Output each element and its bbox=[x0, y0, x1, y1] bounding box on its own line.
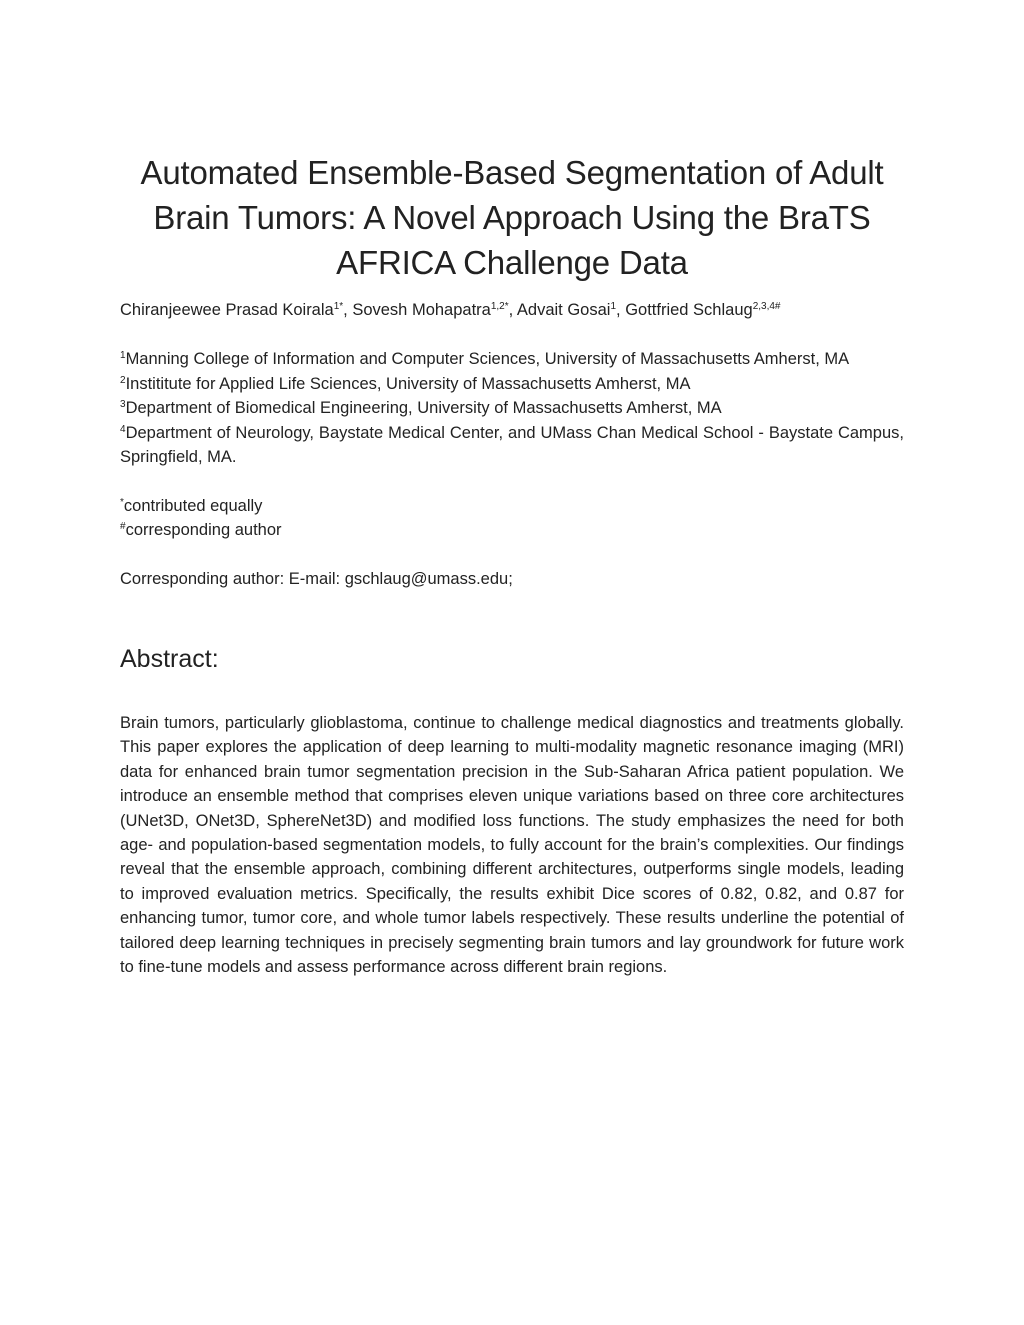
affiliation-list bbox=[120, 347, 904, 470]
affiliation-item bbox=[120, 396, 904, 421]
author-affiliation-marker: 2,3,4# bbox=[752, 301, 781, 312]
affiliation-number: 4 bbox=[120, 423, 126, 435]
author-list bbox=[120, 300, 904, 320]
author-affiliation-marker: 1,2* bbox=[490, 301, 509, 312]
note-mark: * bbox=[120, 496, 124, 508]
author-notes bbox=[120, 494, 904, 543]
author-name: Chiranjeewee Prasad Koirala bbox=[120, 301, 334, 319]
author-separator: , bbox=[508, 301, 517, 319]
affiliation-item bbox=[120, 347, 904, 372]
author-name: Advait Gosai bbox=[516, 301, 611, 319]
title-line: Automated Ensemble-Based Segmentation of Adult bbox=[140, 154, 884, 191]
author-affiliation-marker: 1 bbox=[610, 301, 617, 312]
paper-title bbox=[120, 150, 904, 285]
author-separator: , bbox=[343, 301, 353, 319]
affiliation-item bbox=[120, 421, 904, 470]
title-line: AFRICA Challenge Data bbox=[336, 244, 688, 281]
affiliation-number: 1 bbox=[120, 350, 126, 361]
corresponding-contact: Corresponding author: E-mail: gschlaug@umass.edu; bbox=[120, 569, 513, 588]
paper-page bbox=[120, 150, 904, 996]
note-mark: # bbox=[120, 521, 126, 532]
affiliation-item bbox=[120, 372, 904, 397]
abstract-body: Brain tumors, particularly glioblastoma, continue to challenge medical diagnostics and treatments globally. This paper explores the application of deep learning to multi-modality magnetic resonance imaging (MRI) data for enhanced brain tumor segmentation precision in the Sub-Saharan Africa patient population. We introduce an ensemble method that comprises eleven unique variations based on three core architectures (UNet3D, ONet3D, SphereNet3D) and modified loss functions. The study emphasizes the need for both age- and population-based segmentation models, to fully account for the brain’s complexities. Our findings reveal that the ensemble approach, combining different architectures, outperforms single models, leading to improved evaluation metrics. Specifically, the results exhibit Dice scores of 0.82, 0.82, and 0.87 for enhancing tumor, tumor core, and whole tumor labels respectively. These results underline the potential of tailored deep learning techniques in precisely segmenting brain tumors and lay groundwork for future work to fine-tune models and assess performance across different brain regions. bbox=[120, 714, 904, 977]
author-affiliation-marker: 1* bbox=[333, 301, 344, 312]
author-name: Gottfried Schlaug bbox=[625, 301, 753, 319]
affiliation-number: 3 bbox=[120, 399, 126, 410]
note-text: contributed equally bbox=[123, 496, 263, 515]
affiliation-text: Department of Neurology, Baystate Medical Center, and UMass Chan Medical School - Baystate Campus, Springfield, MA. bbox=[120, 423, 904, 466]
affiliation-text: Department of Biomedical Engineering, University of Massachusetts Amherst, MA bbox=[125, 399, 722, 417]
author-separator: , bbox=[616, 301, 626, 319]
note-corresponding bbox=[120, 518, 904, 543]
title-line: Brain Tumors: A Novel Approach Using the BraTS bbox=[153, 199, 871, 236]
affiliation-text: Instititute for Applied Life Sciences, University of Massachusetts Amherst, MA bbox=[125, 374, 691, 393]
author-name: Sovesh Mohapatra bbox=[352, 301, 491, 319]
abstract-heading: Abstract: bbox=[120, 645, 219, 673]
affiliation-text: Manning College of Information and Computer Sciences, University of Massachusetts Amherst, MA bbox=[125, 350, 850, 368]
note-equal-contribution bbox=[120, 494, 904, 519]
affiliation-number: 2 bbox=[120, 374, 126, 386]
note-text: corresponding author bbox=[125, 521, 282, 539]
